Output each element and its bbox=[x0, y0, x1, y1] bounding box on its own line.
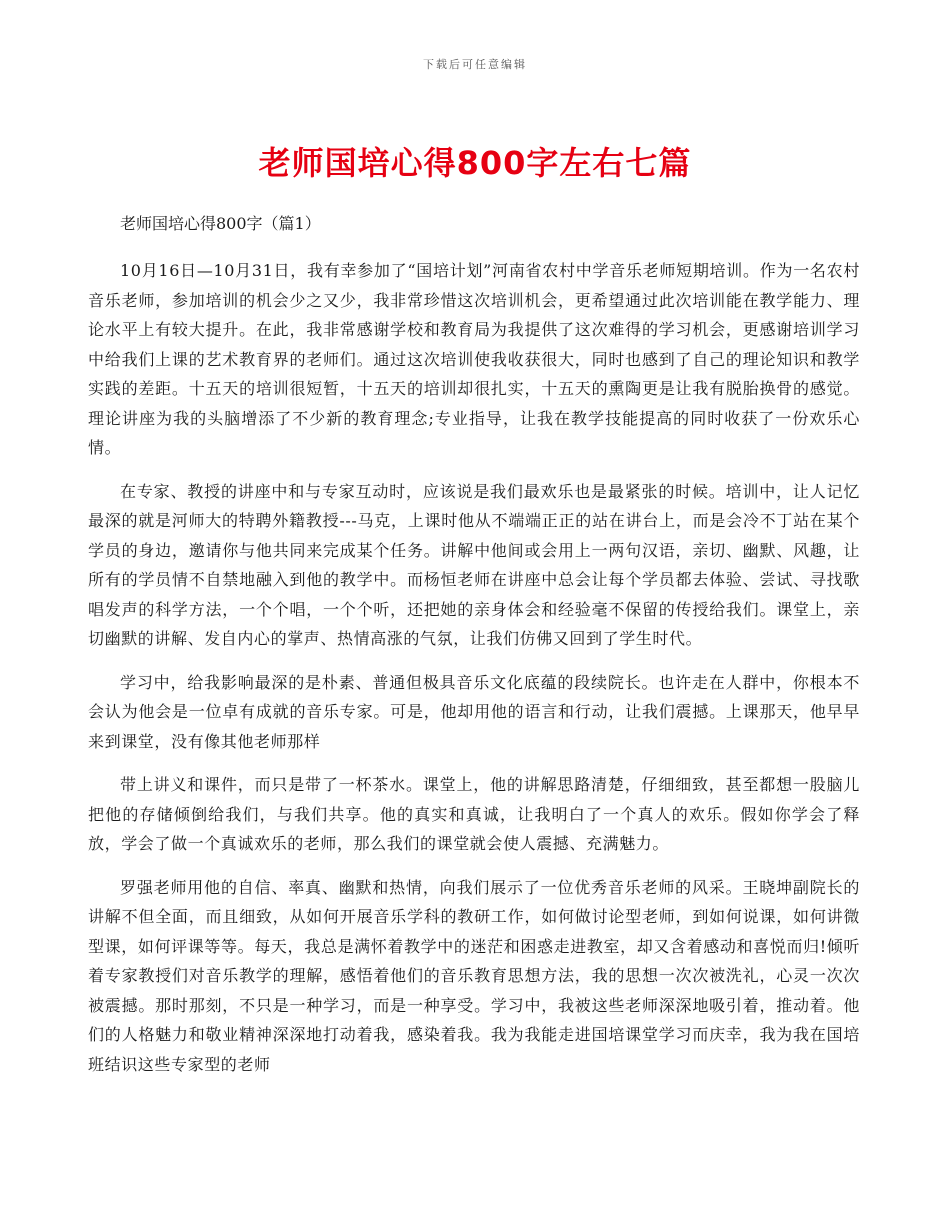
paragraph-3: 学习中，给我影响最深的是朴素、普通但极具音乐文化底蕴的段续院长。也许走在人群中，你根本不会认为他会是一位卓有成就的音乐专家。可是，他却用他的语言和行动，让我们震撼。上课那天，他早早来到课堂，没有像其他老师那样 bbox=[88, 672, 860, 751]
paragraph-1: 10月16日—10月31日，我有幸参加了“国培计划”河南省农村中学音乐老师短期培训。作为一名农村音乐老师，参加培训的机会少之又少，我非常珍惜这次培训机会，更希望通过此次培训能在教学能力、理论水平上有较大提升。在此，我非常感谢学校和教育局为我提供了这次难得的学习机会，更感谢培训学习中给我们上课的艺术教育界的老师们。通过这次培训使我收获很大，同时也感到了自己的理论知识和教学实践的差距。十五天的培训很短暂，十五天的培训却很扎实，十五天的熏陶更是让我有脱胎换骨的感觉。理论讲座为我的头脑增添了不少新的教育理念;专业指导，让我在教学技能提高的同时收获了一份欢乐心情。 bbox=[88, 261, 860, 457]
document-title: 老师国培心得800字左右七篇 bbox=[258, 144, 692, 182]
page-header-note: 下载后可任意编辑 bbox=[423, 58, 527, 71]
document-body bbox=[88, 210, 860, 1093]
paragraph-2: 在专家、教授的讲座中和与专家互动时，应该说是我们最欢乐也是最紧张的时候。培训中，让人记忆最深的就是河师大的特聘外籍教授---马克，上课时他从不端端正正的站在讲台上，而是会冷不丁站在某个学员的身边，邀请你与他共同来完成某个任务。讲解中他间或会用上一两句汉语，亲切、幽默、风趣，让所有的学员情不自禁地融入到他的教学中。而杨恒老师在讲座中总会让每个学员都去体验、尝试、寻找歌唱发声的科学方法，一个个唱，一个个听，还把她的亲身体会和经验毫不保留的传授给我们。课堂上，亲切幽默的讲解、发自内心的掌声、热情高涨的气氛，让我们仿佛又回到了学生时代。 bbox=[88, 481, 860, 648]
section-heading: 老师国培心得800字（篇1） bbox=[120, 214, 321, 233]
paragraph-4: 带上讲义和课件，而只是带了一杯茶水。课堂上，他的讲解思路清楚，仔细细致，甚至都想一股脑儿把他的存储倾倒给我们，与我们共享。他的真实和真诚，让我明白了一个真人的欢乐。假如你学会了释放，学会了做一个真诚欢乐的老师，那么我们的课堂就会使人震撼、充满魅力。 bbox=[88, 775, 860, 853]
paragraph-5: 罗强老师用他的自信、率真、幽默和热情，向我们展示了一位优秀音乐老师的风采。王晓坤副院长的讲解不但全面，而且细致，从如何开展音乐学科的教研工作，如何做讨论型老师，到如何说课，如何讲微型课，如何评课等等。每天，我总是满怀着教学中的迷茫和困惑走进教室，却又含着感动和喜悦而归!倾听着专家教授们对音乐教学的理解，感悟着他们的音乐教育思想方法，我的思想一次次被洗礼，心灵一次次被震撼。那时那刻，不只是一种学习，而是一种享受。学习中，我被这些老师深深地吸引着，推动着。他们的人格魅力和敬业精神深深地打动着我，感染着我。我为我能走进国培课堂学习而庆幸，我为我在国培班结识这些专家型的老师 bbox=[88, 877, 860, 1074]
